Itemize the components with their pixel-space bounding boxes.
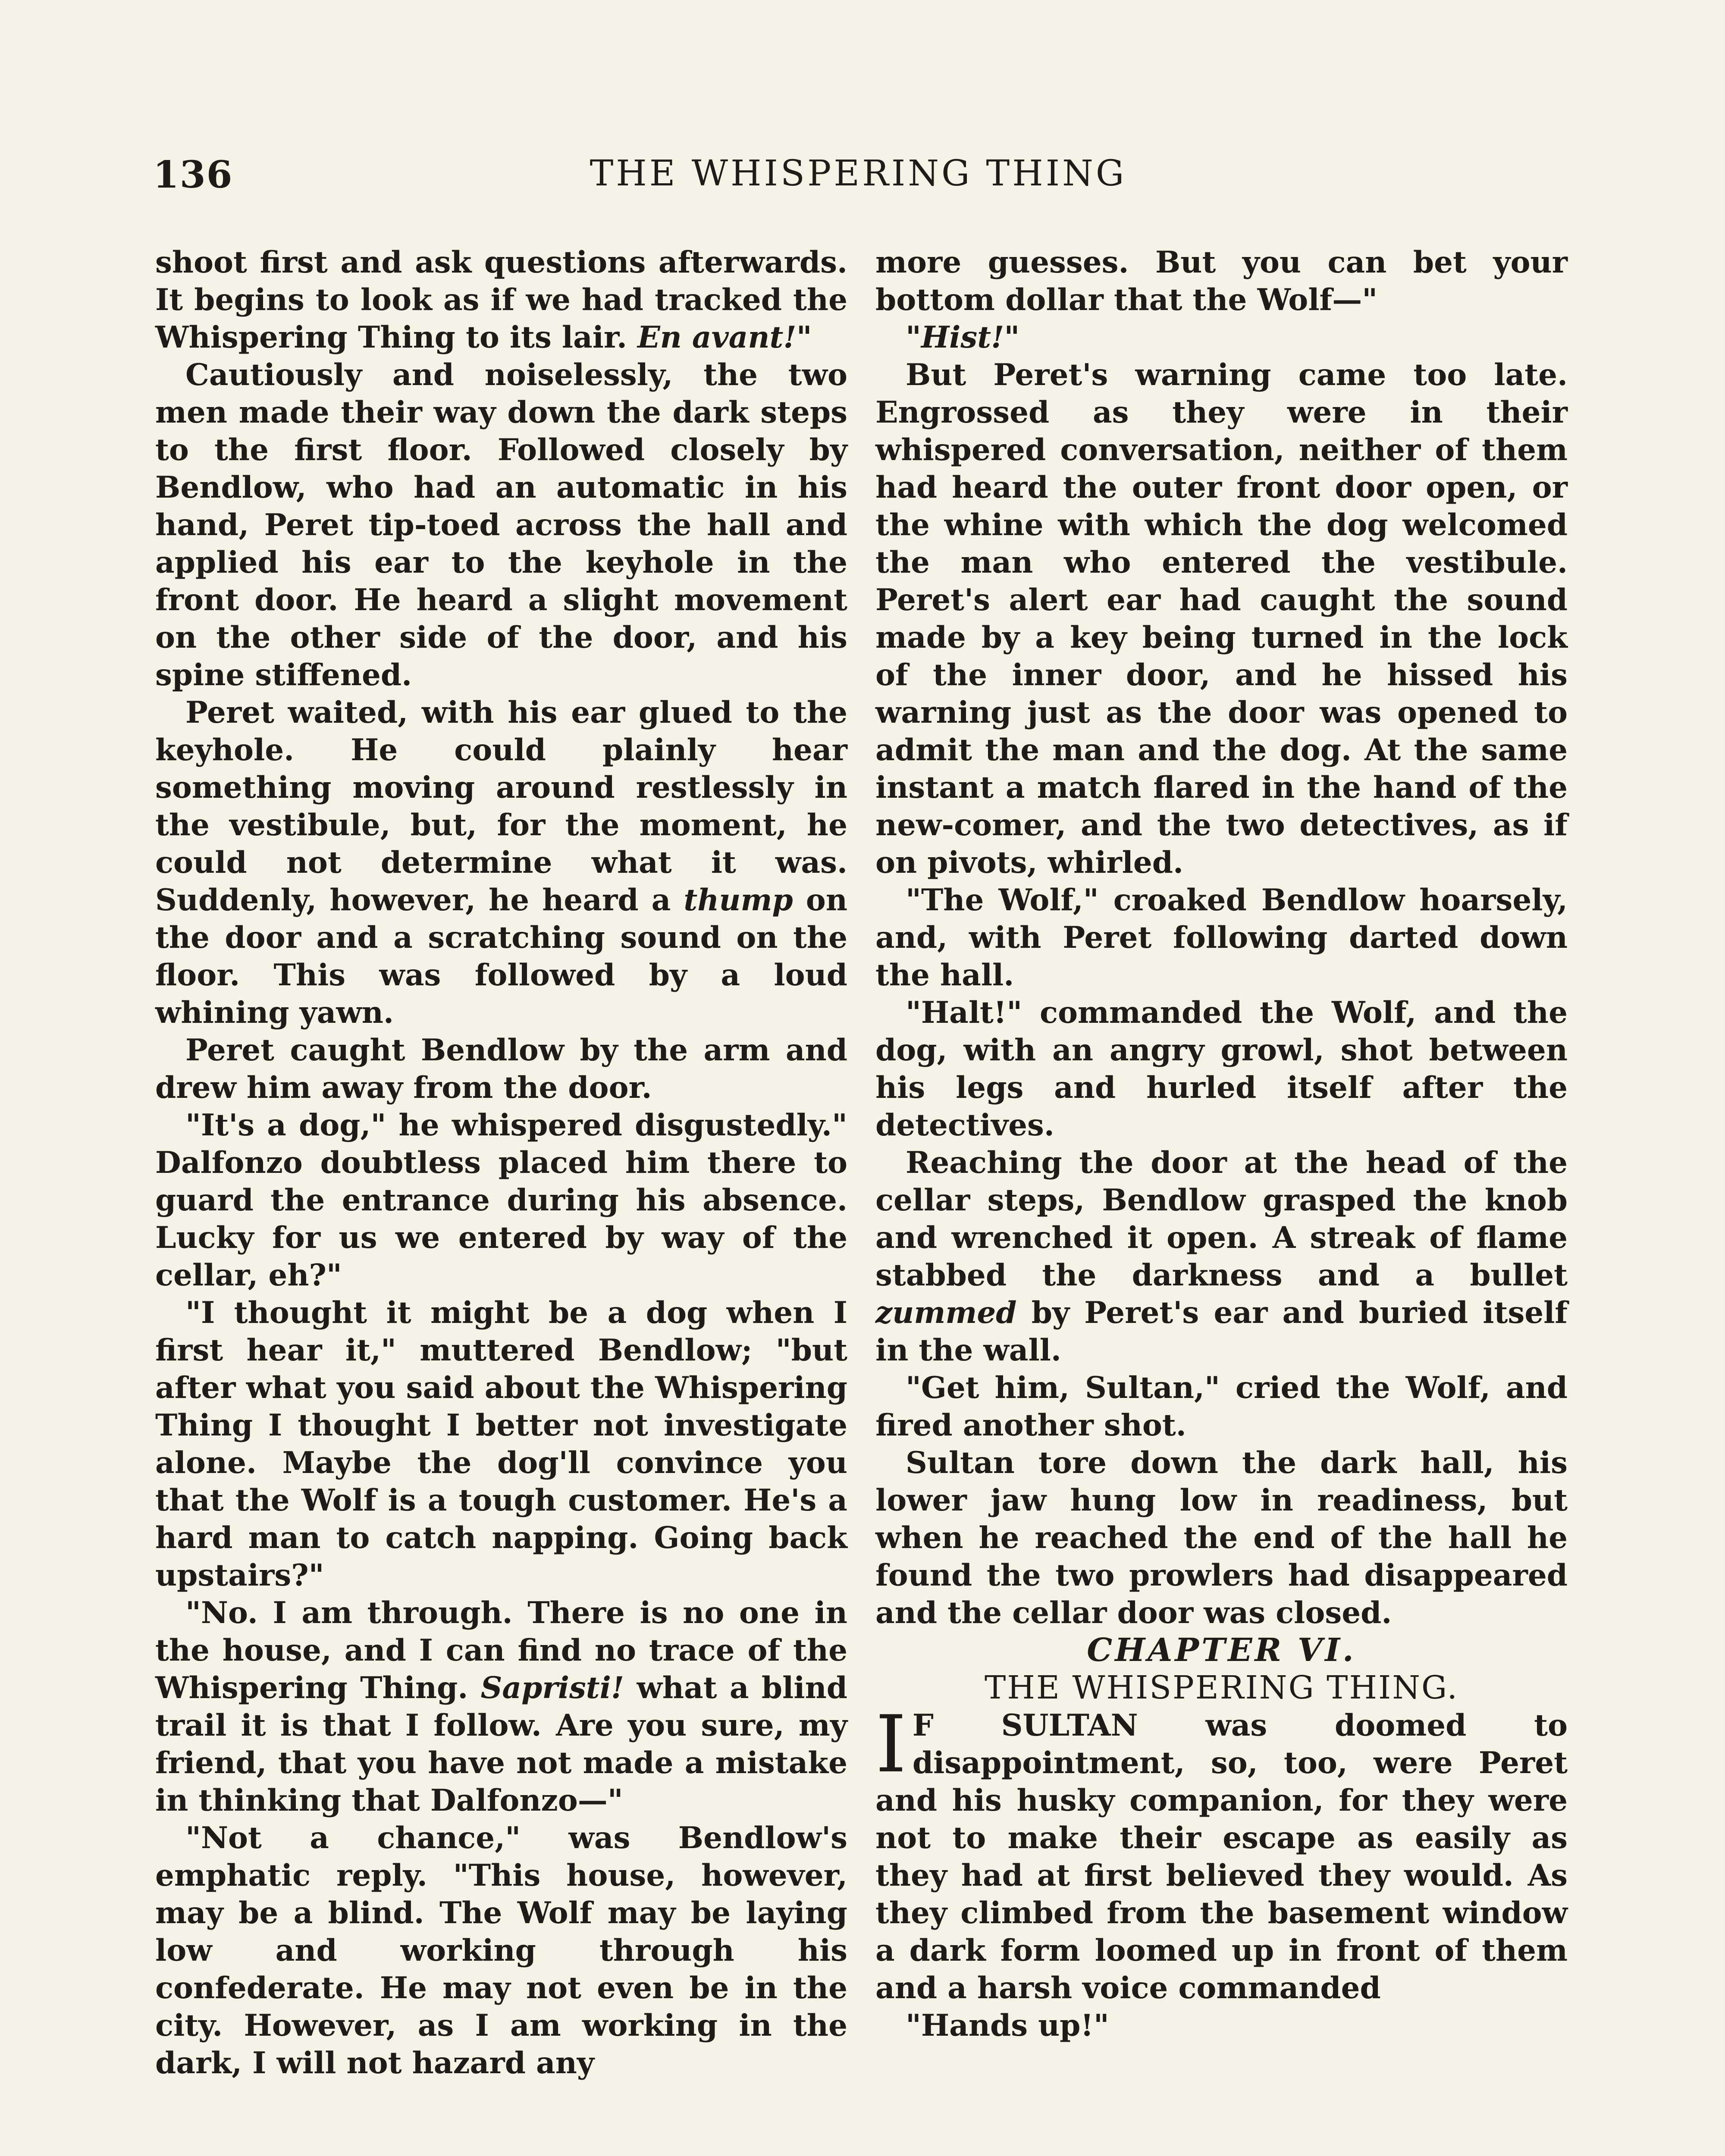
paragraph: "Halt!" commanded the Wolf, and the dog, with an angry growl, shot between his legs and hurled itself after the detectives. — [875, 995, 1568, 1143]
left-column — [155, 244, 847, 2082]
paragraph: more guesses. But you can bet your bottom dollar that the Wolf—" — [875, 245, 1568, 317]
paragraph: Sultan tore down the dark hall, his lower jaw hung low in readiness, but when he reached the end of the hall he found the two prowlers had disappeared and the cellar door was closed. — [875, 1445, 1568, 1630]
chapter-title: THE WHISPERING THING. — [985, 1669, 1458, 1706]
chapter-opening-paragraph: I F SULTAN was doomed to disappointment, so, too, were Peret and his husky companion, for they were not to make their escape as easily as they had at first believed they would. As they climbed from the basement window a dark form loomed up in front of them and a harsh voice commanded — [875, 1698, 1568, 2006]
paragraph: Peret waited, with his ear glued to the keyhole. He could plainly hear something moving around restlessly in the vestibule, but, for the moment, he could not determine what it was. Suddenly, however, he heard a thump on the door and a scratching sound on the floor. This was followed by a loud whining yawn. — [155, 695, 847, 1030]
paragraph: shoot first and ask questions afterwards. It begins to look as if we had tracked the Whispering Thing to its lair. En avant!" — [155, 245, 847, 355]
paragraph: "It's a dog," he whispered disgustedly." Dalfonzo doubtless placed him there to guard the entrance during his absence. Lucky for us we entered by way of the cellar, eh?" — [155, 1108, 847, 1293]
paragraph: "Not a chance," was Bendlow's emphatic reply. "This house, however, may be a blind. The Wolf may be laying low and working through his confederate. He may not even be in the city. However, as I am working in the dark, I will not hazard any — [155, 1821, 847, 2081]
paragraph: "I thought it might be a dog when I first hear it," muttered Bendlow; "but after what you said about the Whispering Thing I thought I better not investigate alone. Maybe the dog'll convince you that the Wolf is a tough customer. He's a hard man to catch napping. Going back upstairs?" — [155, 1295, 847, 1593]
drop-cap: I — [875, 1698, 906, 1790]
running-title: THE WHISPERING THING — [590, 153, 1127, 194]
paragraph: Peret caught Bendlow by the arm and drew him away from the door. — [155, 1033, 847, 1105]
paragraph: "The Wolf," croaked Bendlow hoarsely, and, with Peret following darted down the hall. — [875, 883, 1568, 993]
page-header — [153, 153, 1563, 205]
paragraph: Reaching the door at the head of the cellar steps, Bendlow grasped the knob and wrenched it open. A streak of flame stabbed the darkness and a bullet zummed by Peret's ear and buried itself in the wall. — [875, 1145, 1568, 1368]
paragraph: "No. I am through. There is no one in the house, and I can find no trace of the Whispering Thing. Sapristi! what a blind trail it is that I follow. Are you sure, my friend, that you have not made a mistake in thinking that Dalfonzo—" — [155, 1595, 847, 1818]
paragraph: But Peret's warning came too late. Engrossed as they were in their whispered conversation, neither of them had heard the outer front door open, or the whine with which the dog welcomed the man who entered the vestibule. Peret's alert ear had caught the sound made by a key being turned in the lock of the inner door, and he hissed his warning just as the door was opened to admit the man and the dog. At the same instant a match flared in the hand of the new-comer, and the two detectives, as if on pivots, whirled. — [875, 357, 1568, 880]
paragraph: "Get him, Sultan," cried the Wolf, and fired another shot. — [875, 1370, 1568, 1443]
right-column — [875, 244, 1568, 2044]
paragraph: "Hist!" — [906, 320, 1020, 355]
paragraph: Cautiously and noiselessly, the two men made their way down the dark steps to the first floor. Followed closely by Bendlow, who had an automatic in his hand, Peret tip-toed across the hall and applied his ear to the keyhole in the front door. He heard a slight movement on the other side of the door, and his spine stiffened. — [155, 357, 847, 693]
paragraph: "Hands up!" — [906, 2008, 1109, 2043]
page-number: 136 — [153, 153, 233, 197]
chapter-heading: CHAPTER VI. — [1087, 1632, 1356, 1669]
